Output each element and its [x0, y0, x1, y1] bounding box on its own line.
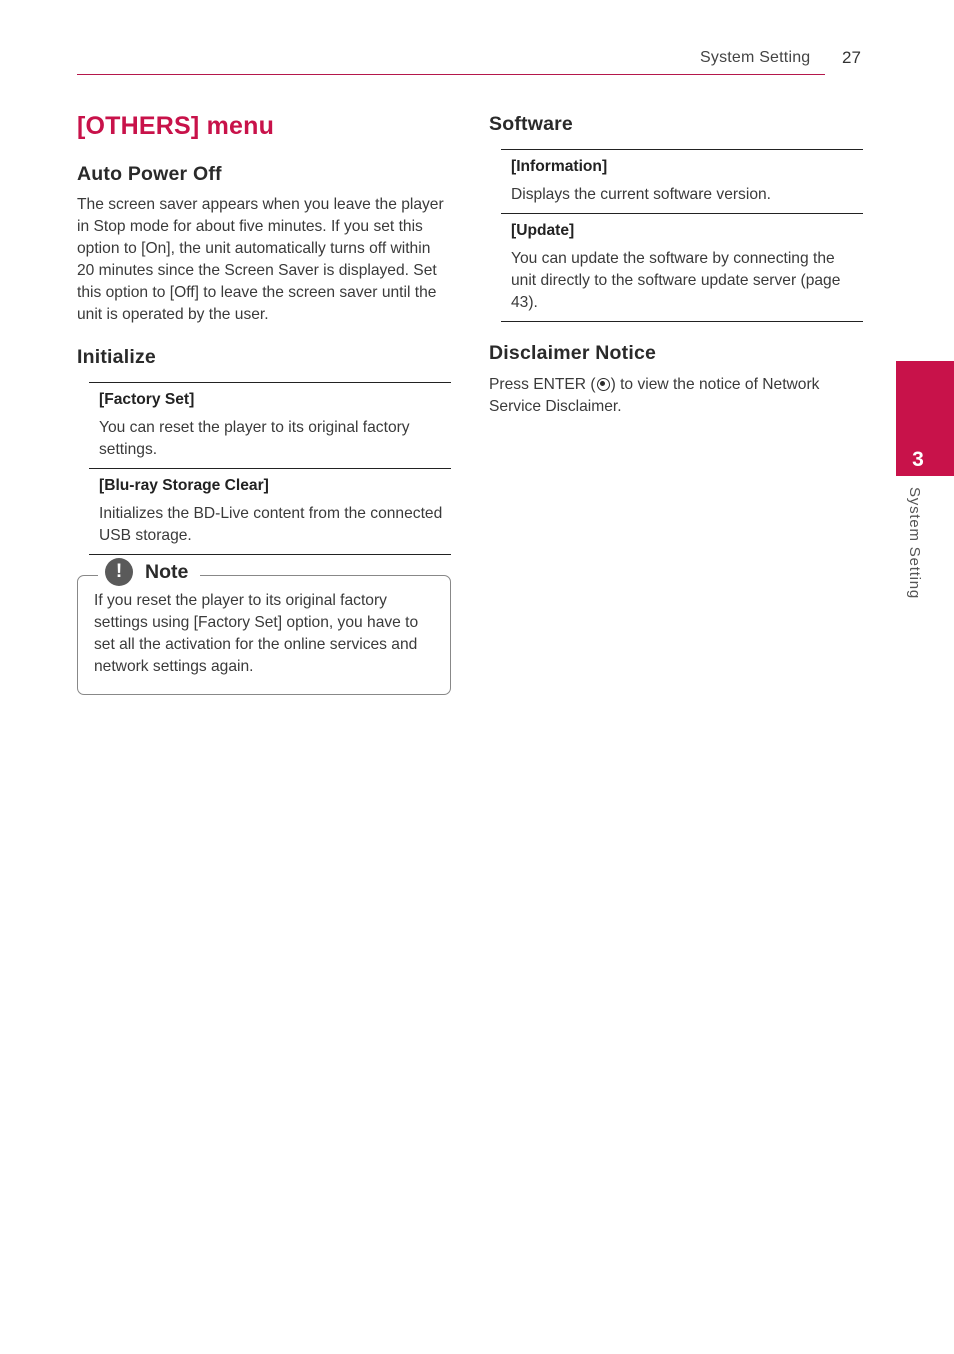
- enter-button-icon: [597, 378, 610, 391]
- header-section-title: System Setting: [700, 49, 811, 66]
- factory-set-desc: You can reset the player to its original factory settings.: [99, 419, 410, 458]
- table-row: [501, 213, 863, 321]
- auto-power-off-heading: Auto Power Off: [77, 163, 222, 185]
- software-table: [501, 149, 863, 322]
- chapter-label: System Setting: [906, 487, 923, 600]
- page-title: [OTHERS] menu: [77, 112, 275, 140]
- page-number: 27: [842, 48, 861, 67]
- chapter-number: 3: [912, 448, 924, 471]
- factory-set-label: [Factory Set]: [99, 391, 195, 408]
- table-row: [89, 383, 451, 468]
- update-label: [Update]: [511, 222, 575, 239]
- table-row: [89, 468, 451, 554]
- initialize-heading: Initialize: [77, 346, 156, 368]
- initialize-table: [89, 382, 451, 555]
- note-header: [98, 558, 200, 586]
- exclamation-icon: !: [105, 558, 133, 586]
- header-divider: [77, 74, 825, 75]
- note-title: Note: [145, 560, 189, 583]
- information-label: [Information]: [511, 158, 608, 175]
- right-column: [489, 110, 863, 418]
- bluray-storage-clear-desc: Initializes the BD-Live content from the connected USB storage.: [99, 505, 443, 544]
- information-desc: Displays the current software version.: [511, 186, 771, 203]
- disclaimer-text: [489, 374, 863, 418]
- left-column: [77, 110, 451, 695]
- note-box: [77, 560, 451, 695]
- auto-power-off-text: The screen saver appears when you leave the player in Stop mode for about five minutes. If you set this option to [On], the unit automatically turns off within 20 minutes since the Screen Saver is displayed. Set this option to [Off] to leave the screen saver until the unit is operated by the user.: [77, 196, 444, 323]
- note-text: If you reset the player to its original factory settings using [Factory Set] option, you have to set all the activation for the online services and network settings again.: [94, 592, 419, 675]
- table-row: [501, 150, 863, 213]
- bluray-storage-clear-label: [Blu-ray Storage Clear]: [99, 477, 269, 494]
- update-desc: You can update the software by connecting the unit directly to the software update server (page 43).: [511, 250, 841, 311]
- disclaimer-text-after: ) to view the notice of Network Service Disclaimer.: [489, 376, 820, 415]
- software-heading: Software: [489, 113, 573, 135]
- chapter-tab: [896, 361, 954, 476]
- disclaimer-heading: Disclaimer Notice: [489, 342, 657, 364]
- disclaimer-text-before: Press ENTER (: [489, 376, 596, 393]
